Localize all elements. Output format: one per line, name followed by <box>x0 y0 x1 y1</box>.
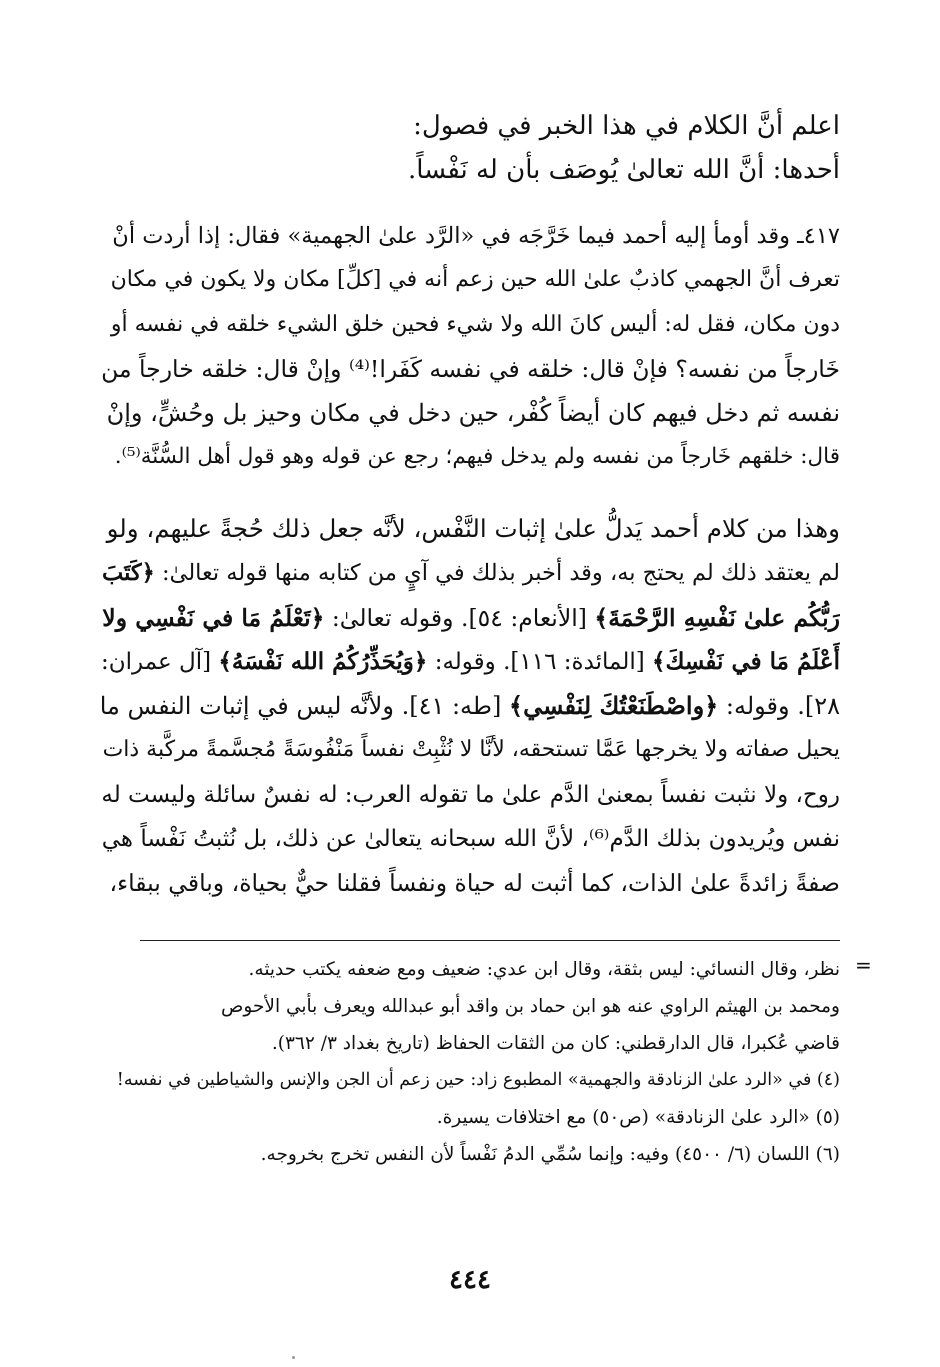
quran-quote: أَعْلَمُ مَا في نَفْسِكَ﴾ <box>652 647 840 675</box>
main-line-8 <box>100 817 840 861</box>
text-segment: [الأنعام: ٥٤]. وقوله تعالىٰ: <box>324 603 595 632</box>
main-line-5 <box>100 684 840 728</box>
quran-quote: ﴿تَعْلَمُ مَا في نَفْسِي ولا <box>102 603 325 632</box>
main-line-4 <box>100 640 840 684</box>
text-segment: [طه: ٤١]. ولأنَّه ليس في إثبات النفس ما <box>100 692 510 721</box>
footnote-continuation-line-3: قاضي عُكبرا، قال الدارقطني: كان من الثقات الحفاظ (تاريخ بغداد ٣/ ٣٦٢). <box>271 1033 840 1054</box>
intro-line-1: اعلم أنَّ الكلام في هذا الخبر في فصول: <box>413 111 840 141</box>
footnote-continuation-line-1: نظر، وقال النسائي: ليس بثقة، وقال ابن عدي: ضعيف ومع ضعفه يكتب حديثه. <box>248 959 840 980</box>
footnote-continuation-line-2: ومحمد بن الهيثم الراوي عنه هو ابن حماد بن واقد أبو عبدالله ويعرف بأبي الأحوص <box>221 996 840 1017</box>
p417-line-4: خَارجاً من نفسه؟ فإنْ قال: خلقه في نفسه كَفَرا!⁽⁴⁾ وإنْ قال: خلقه خارجاً من <box>101 354 840 383</box>
footnote-separator <box>140 940 840 941</box>
main-line-6 <box>100 728 840 772</box>
footnote-6: (٦) اللسان (٦/ ٤٥٠٠) وفيه: وإنما سُمِّي الدمُ نَفْساً لأن النفس تخرج بخروجه. <box>260 1144 840 1165</box>
quran-quote: ﴿وَيُحَذِّرُكُمُ الله نَفْسَهُ﴾ <box>218 647 428 675</box>
quran-quote: ﴿كَتَبَ <box>102 560 155 587</box>
footnote-5: (٥) «الرد علىٰ الزنادقة» (ص٥٠) مع اختلافات يسيرة. <box>436 1107 840 1128</box>
quran-quote: ﴿واصْطَنَعْتُكَ لِنَفْسِي﴾ <box>509 691 719 721</box>
p417-line-2: تعرف أنَّ الجهمي كاذبٌ علىٰ الله حين زعم أنه في [كلِّ] مكان ولا يكون في مكان <box>110 267 840 293</box>
text-segment: ٢٨]. وقوله: <box>718 692 840 721</box>
main-paragraph <box>100 507 840 906</box>
text-segment: روح، ولا نثبت نفساً بمعنىٰ الدَّم علىٰ ما تقوله العرب: له نفسٌ سائلة وليست له <box>101 781 840 808</box>
paragraph-417 <box>100 214 840 480</box>
p417-line-5: نفسه ثم دخل فيهم كان أيضاً كُفْر، حين دخل في مكان وحيز بل وحُشٍّ، وإنْ <box>106 399 840 428</box>
main-line-3 <box>100 596 840 640</box>
text-segment: [المائدة: ١١٦]. وقوله: <box>427 648 653 675</box>
scan-speck <box>292 1356 295 1359</box>
text-segment: يحيل صفاته ولا يخرجها عَمَّا تستحقه، لأنَّا لا نُثْبِتْ نفساً مَنْفُوسَةً مُجسَّمةً مركَّبة ذات <box>102 737 840 763</box>
quran-quote: رَبُّكُم علىٰ نَفْسِهِ الرَّحْمَةَ﴾ <box>594 603 840 632</box>
main-line-7 <box>100 773 840 817</box>
footnotes-area <box>100 951 840 1173</box>
intro-line-2: أحدها: أنَّ الله تعالىٰ يُوصَف بأن له نَفْساً. <box>407 155 840 186</box>
main-line-1 <box>100 507 840 551</box>
intro-paragraph <box>100 104 840 193</box>
text-segment: صفةً زائدةً علىٰ الذات، كما أثبت له حياة ونفساً فقلنا حيٌّ بحياة، وباقي ببقاء، <box>109 869 840 898</box>
p417-line-1: ٤١٧ـ وقد أومأ إليه أحمد فيما خَرَّجَه في «الرَّد علىٰ الجهمية» فقال: إذا أردت أنْ <box>112 223 840 249</box>
text-segment: وهذا من كلام أحمد يَدلُّ علىٰ إثبات النَّفْس، لأنَّه جعل ذلك حُجةً عليهم، ولو <box>106 514 840 543</box>
footnote-continuation-mark: = <box>855 953 872 977</box>
text-segment: لم يعتقد ذلك لم يحتج به، وقد أخبر بذلك في آيٍ من كتابه منها قوله تعالىٰ: <box>154 560 840 587</box>
p417-line-6: قال: خلقهم خَارجاً من نفسه ولم يدخل فيهم؛ رجع عن قوله وهو قول أهل السُّنَّة⁽⁵⁾. <box>114 444 840 470</box>
footnote-4: (٤) في «الرد علىٰ الزنادقة والجهمية» المطبوع زاد: حين زعم أن الجن والإنس والشياطين في نفسه! <box>116 1070 840 1090</box>
text-segment: نفس ويُريدون بذلك الدَّم⁽⁶⁾، لأنَّ الله سبحانه يتعالىٰ عن ذلك، بل نُثبتُ نَفْساً هي <box>101 826 840 853</box>
page-number: ٤٤٤ <box>449 1265 491 1295</box>
p417-line-3: دون مكان، فقل له: أليس كانَ الله ولا شيء فحين خلق الشيء خلقه في نفسه أو <box>110 311 840 337</box>
main-line-2 <box>100 551 840 595</box>
text-segment: [آل عمران: <box>100 648 219 675</box>
main-line-9 <box>100 861 840 905</box>
